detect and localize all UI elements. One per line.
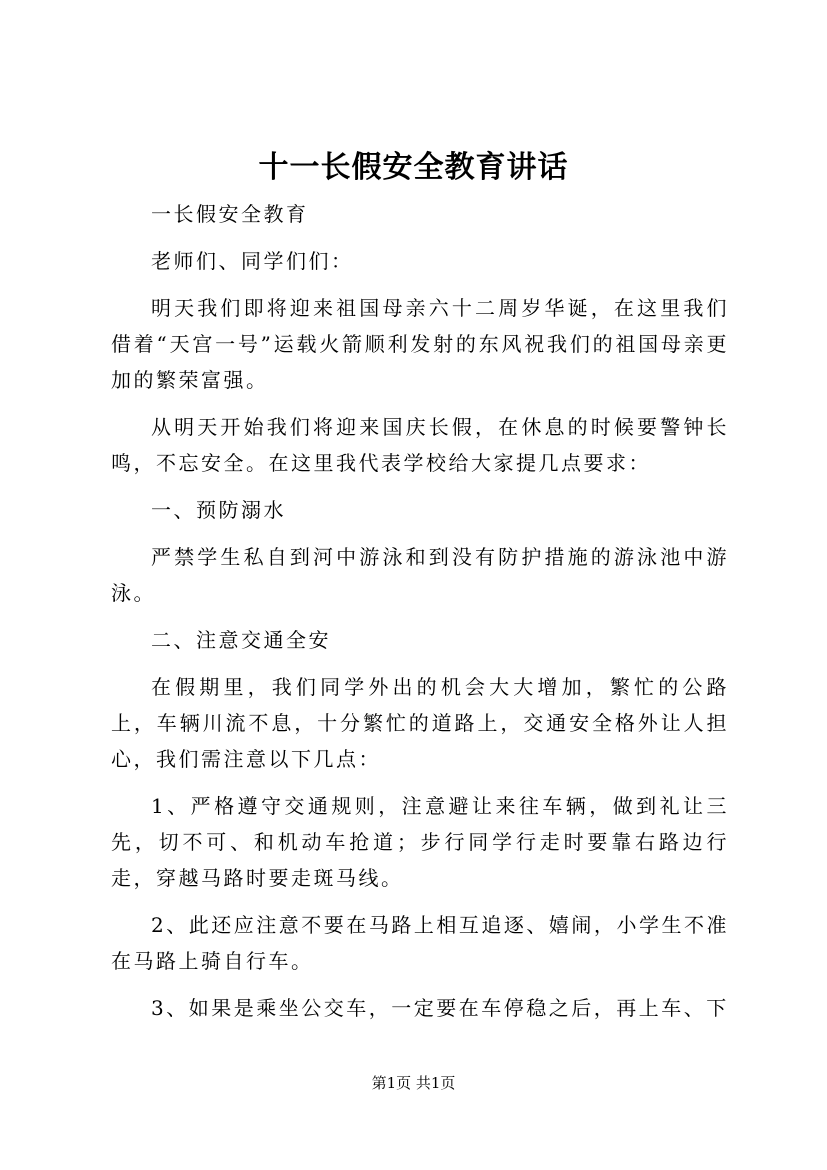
paragraph: 一长假安全教育	[151, 202, 309, 226]
section-heading: 二、注意交通全安	[151, 628, 331, 652]
list-item: 1、严格遵守交通规则，注意避让来往车辆，做到礼让三先，切不可、和机动车抢道；步行同学行走时要靠右路边行走，穿越马路时要走斑马线。	[111, 794, 729, 890]
paragraph: 严禁学生私自到河中游泳和到没有防护措施的游泳池中游泳。	[111, 545, 729, 605]
paragraph: 在假期里，我们同学外出的机会大大增加，繁忙的公路上，车辆川流不息，十分繁忙的道路上，交通安全格外让人担心，我们需注意以下几点：	[111, 675, 729, 771]
document-title: 十一长假安全教育讲话	[258, 150, 569, 185]
list-item: 3、如果是乘坐公交车，一定要在车停稳之后，再上车、下	[151, 996, 729, 1020]
page-footer: 第1页 共1页	[371, 1074, 456, 1092]
paragraph: 老师们、同学们们：	[151, 249, 354, 273]
section-heading: 一、预防溺水	[151, 498, 286, 522]
paragraph: 从明天开始我们将迎来国庆长假，在休息的时候要警钟长鸣，不忘安全。在这里我代表学校给大家提几点要求：	[111, 415, 729, 475]
document-body	[111, 196, 729, 1037]
list-item: 2、此还应注意不要在马路上相互追逐、嬉闹，小学生不准在马路上骑自行车。	[111, 913, 729, 973]
paragraph: 明天我们即将迎来祖国母亲六十二周岁华诞，在这里我们借着“天宫一号”运载火箭顺利发射的东风祝我们的祖国母亲更加的繁荣富强。	[111, 296, 729, 392]
